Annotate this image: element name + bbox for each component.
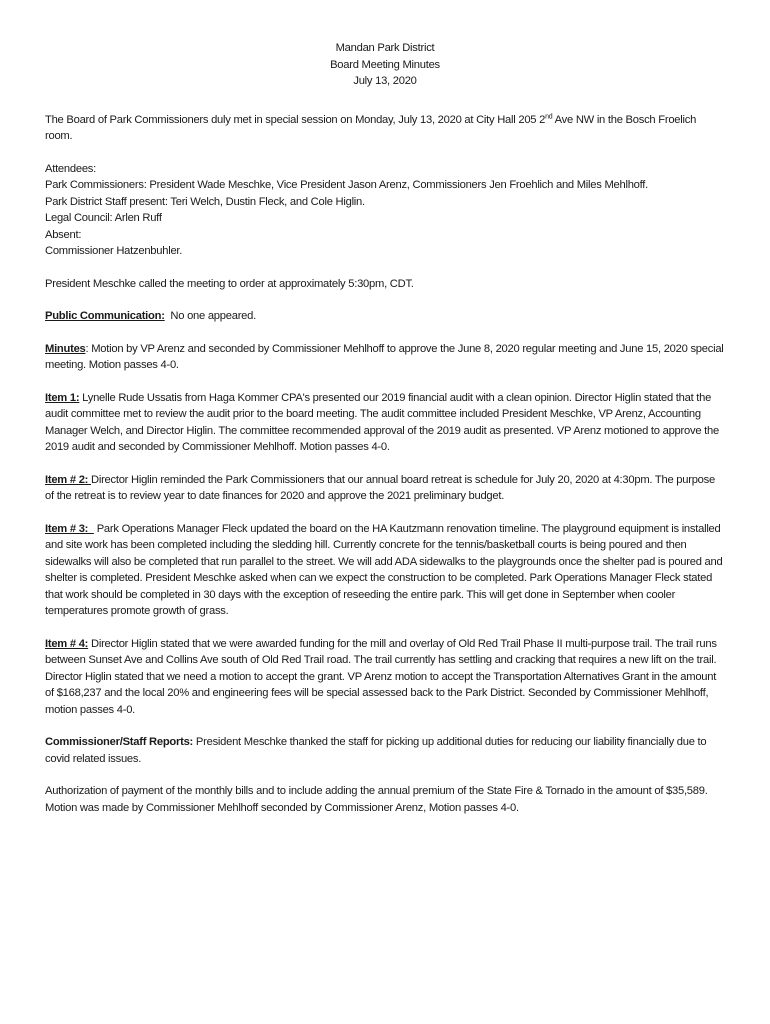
attendees-section — [45, 161, 725, 260]
intro-text-end: Ave NW in the Bosch Froelich room. — [45, 113, 697, 142]
intro-paragraph — [45, 112, 725, 145]
item3-paragraph — [45, 521, 725, 620]
call-to-order: President Meschke called the meeting to order at approximately 5:30pm, CDT. — [45, 277, 414, 290]
item4-label: Item # 4: — [45, 637, 89, 650]
public-communication-label: Public Communication: — [45, 310, 165, 322]
item2-label: Item # 2: — [45, 473, 91, 486]
item1-text: Lynelle Rude Ussatis from Haga Kommer CPA's presented our 2019 financial audit with a clean opinion. Director Higlin stated that the audit committee met to review the audit prior to the board meeting. The audit committee included President Meschke, VP Arenz, Accounting Manager Welch, and Director Higlin. The committee recommended approval of the 2019 audit as presented. VP Arenz motioned to approve the 2019 audit and seconded by Commissioner Mehlhoff. Motion passes 4-0. — [45, 391, 719, 453]
intro-superscript: nd — [545, 112, 553, 120]
attendees-staff: Park District Staff present: Teri Welch, Dustin Fleck, and Cole Higlin. — [45, 195, 365, 208]
minutes-paragraph — [45, 341, 725, 374]
attendees-legal: Legal Council: Arlen Ruff — [45, 212, 162, 224]
item1-label: Item 1: — [45, 391, 80, 404]
reports-paragraph — [45, 734, 725, 767]
attendees-commissioners: Park Commissioners: President Wade Meschke, Vice President Jason Arenz, Commissioners Jen Froehlich and Miles Mehlhoff. — [45, 179, 649, 191]
reports-label: Commissioner/Staff Reports: — [45, 736, 194, 748]
absent-heading: Absent: — [45, 228, 82, 241]
public-communication-text: No one appeared. — [164, 310, 256, 322]
attendees-heading: Attendees: — [45, 162, 96, 175]
item2-text: Director Higlin reminded the Park Commissioners that our annual board retreat is schedule for July 20, 2020 at 4:30pm. The purpose of the retreat is to review year to date finances for 2020 and approve the 2021 preliminary budget. — [45, 473, 715, 502]
authorization-paragraph: Authorization of payment of the monthly bills and to include adding the annual premium of the State Fire & Tornado in the amount of $35,589. Motion was made by Commissioner Mehlhoff seconded by Commissioner Arenz, Motion passes 4-0. — [45, 785, 708, 814]
document-type: Board Meeting Minutes — [330, 58, 440, 71]
intro-text-start: The Board of Park Commissioners duly met in special session on Monday, July 13, 2020 at City Hall 205 2 — [45, 113, 546, 126]
document-header — [45, 40, 725, 90]
item1-paragraph — [45, 390, 725, 456]
absent-list: Commissioner Hatzenbuhler. — [45, 245, 183, 257]
item2-paragraph — [45, 472, 725, 505]
meeting-date: July 13, 2020 — [353, 75, 417, 87]
reports-text: President Meschke thanked the staff for picking up additional duties for reducing our liability financially due to covid related issues. — [45, 736, 707, 765]
item4-paragraph — [45, 636, 725, 719]
item4-text: Director Higlin stated that we were awarded funding for the mill and overlay of Old Red Trail Phase II multi-purpose trail. The trail runs between Sunset Ave and Collins Ave south of Old Red Trail road. The trail currently has settling and cracking that requires a new lift on the trail. Director Higlin stated that we need a motion to accept the grant. VP Arenz motion to accept the Transportation Alternatives Grant in the amount of $168,237 and the local 20% and engineering fees will be special assessed back to the Park District. Seconded by Commissioner Mehlhoff, motion passes 4-0. — [45, 637, 717, 716]
minutes-page — [45, 40, 725, 832]
public-communication-paragraph — [45, 308, 725, 325]
minutes-label: Minutes — [45, 342, 86, 355]
organization-name: Mandan Park District — [335, 42, 435, 54]
minutes-text: : Motion by VP Arenz and seconded by Commissioner Mehlhoff to approve the June 8, 2020 regular meeting and June 15, 2020 special meeting. Motion passes 4-0. — [45, 342, 724, 371]
item3-text: Park Operations Manager Fleck updated the board on the HA Kautzmann renovation timeline. The playground equipment is installed and site work has been completed including the sledding hill. Currently concrete for the tennis/basketball courts is being poured and then sidewalks will also be completed that run parallel to the street. We will add ADA sidewalks to the playgrounds once the shelter pad is poured and shelter is completed. President Meschke asked when can we expect the construction to be completed. Park Operations Manager Fleck stated that work should be completed in 30 days with the exception of reseeding the entire park. This will get done in September when cooler temperatures promote growth of grass. — [45, 522, 723, 617]
item3-label: Item # 3: — [45, 522, 94, 535]
